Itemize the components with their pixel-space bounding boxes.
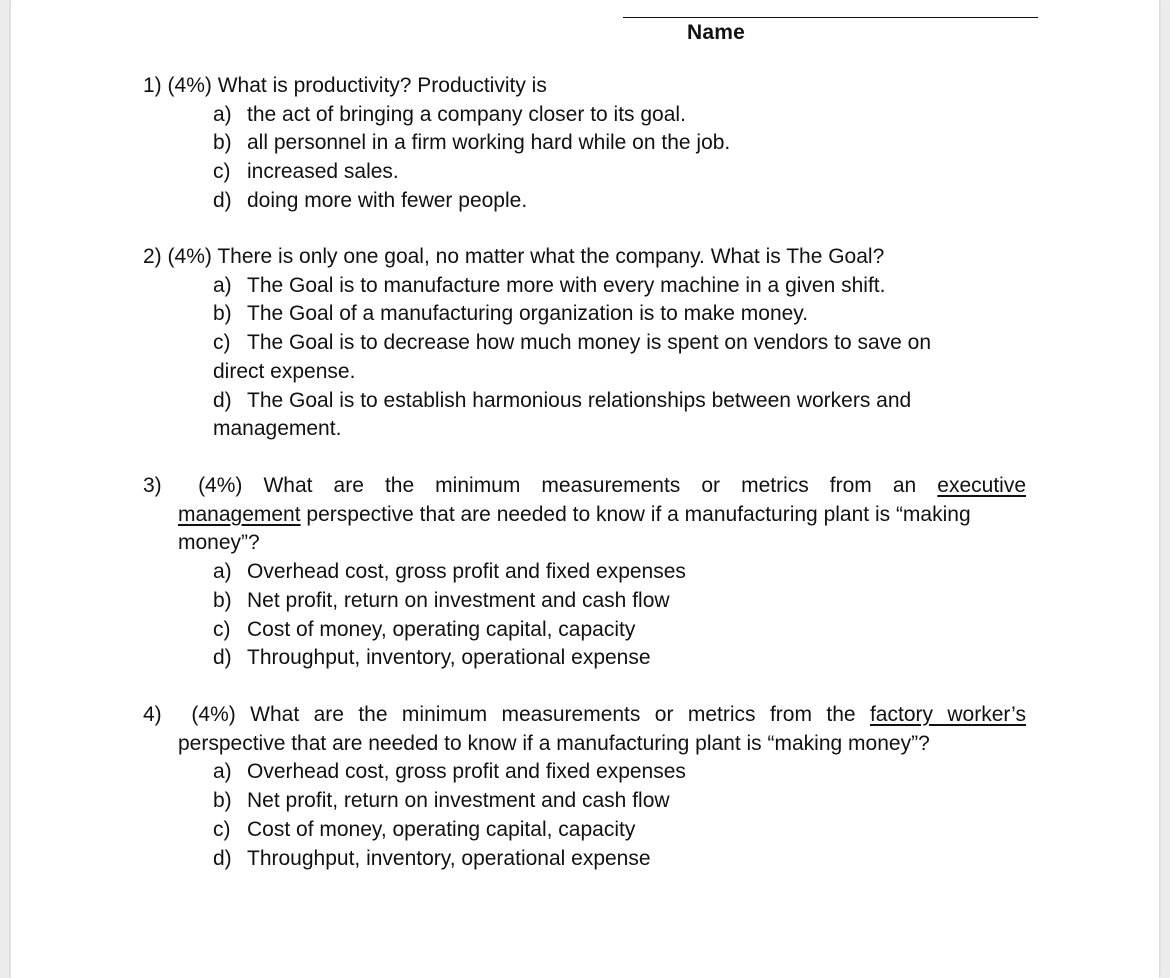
question-text: There is only one goal, no matter what the company. What is The Goal? xyxy=(217,245,885,268)
option-label: d) xyxy=(213,846,232,870)
question-4 xyxy=(143,701,1026,873)
underlined-term: factory worker’s xyxy=(869,703,1026,726)
question-text: What are the minimum measurements or metrics from an xyxy=(263,474,917,497)
option-label: a) xyxy=(213,273,232,297)
option-label: b) xyxy=(213,789,232,813)
question-stem-line-3: money”? xyxy=(178,531,260,555)
option-text: The Goal of a manufacturing organization is to make money. xyxy=(247,302,809,326)
option-text: Throughput, inventory, operational expense xyxy=(247,846,651,870)
document-page xyxy=(11,0,1159,978)
option-label: b) xyxy=(213,588,232,612)
question-stem xyxy=(143,72,1033,101)
option-a[interactable] xyxy=(143,101,1033,130)
option-d[interactable] xyxy=(143,187,1033,216)
option-label: c) xyxy=(213,160,231,184)
option-text: Overhead cost, gross profit and fixed expenses xyxy=(247,560,686,584)
option-text: Throughput, inventory, operational expense xyxy=(247,646,651,670)
question-stem-line-2: perspective that are needed to know if a manufacturing plant is “making money”? xyxy=(178,731,930,755)
question-weight: (4%) xyxy=(191,703,236,726)
option-d-continuation: management. xyxy=(213,417,342,441)
question-text: perspective that are needed to know if a manufacturing plant is “making xyxy=(306,502,971,526)
option-text: Cost of money, operating capital, capacity xyxy=(247,817,636,841)
option-c[interactable] xyxy=(143,329,1033,358)
option-d[interactable] xyxy=(143,845,1026,874)
option-c[interactable] xyxy=(143,816,1026,845)
question-weight: (4%) xyxy=(167,74,212,97)
question-number: 2) xyxy=(143,245,162,268)
option-text: the act of bringing a company closer to its goal. xyxy=(247,102,686,126)
underlined-term: executive xyxy=(937,474,1026,497)
option-d[interactable] xyxy=(143,644,1026,673)
option-b[interactable] xyxy=(143,129,1033,158)
option-label: b) xyxy=(213,131,232,155)
option-label: d) xyxy=(213,388,232,412)
name-label: Name xyxy=(687,21,745,44)
option-b[interactable] xyxy=(143,587,1026,616)
question-stem xyxy=(143,243,1033,272)
option-text: The Goal is to manufacture more with every machine in a given shift. xyxy=(247,273,886,297)
option-c[interactable] xyxy=(143,158,1033,187)
option-text: Overhead cost, gross profit and fixed expenses xyxy=(247,760,686,784)
option-c[interactable] xyxy=(143,616,1026,645)
name-signature-line xyxy=(623,17,1038,18)
option-text: increased sales. xyxy=(247,160,399,184)
question-2 xyxy=(143,243,1033,444)
option-label: b) xyxy=(213,302,232,326)
question-stem-line-1 xyxy=(143,701,1026,730)
question-3 xyxy=(143,472,1026,673)
option-b[interactable] xyxy=(143,787,1026,816)
option-label: a) xyxy=(213,102,232,126)
option-label: a) xyxy=(213,560,232,584)
question-weight: (4%) xyxy=(198,474,243,497)
option-text: all personnel in a firm working hard while on the job. xyxy=(247,131,731,155)
option-label: d) xyxy=(213,646,232,670)
question-text: What are the minimum measurements or metrics from the xyxy=(250,703,856,726)
option-c-continuation: direct expense. xyxy=(213,359,356,383)
option-label: c) xyxy=(213,331,231,355)
option-a[interactable] xyxy=(143,758,1026,787)
option-label: a) xyxy=(213,760,232,784)
option-text: Cost of money, operating capital, capacity xyxy=(247,617,636,641)
option-label: d) xyxy=(213,188,232,212)
question-number: 3) xyxy=(143,474,162,497)
question-number: 1) xyxy=(143,74,162,97)
option-label: c) xyxy=(213,817,231,841)
question-1 xyxy=(143,72,1033,216)
question-number: 4) xyxy=(143,703,162,726)
question-text: What is productivity? Productivity is xyxy=(217,74,547,97)
option-b[interactable] xyxy=(143,300,1033,329)
option-text: Net profit, return on investment and cash flow xyxy=(247,588,670,612)
option-a[interactable] xyxy=(143,272,1033,301)
underlined-term: management xyxy=(178,502,301,526)
option-label: c) xyxy=(213,617,231,641)
option-text: The Goal is to establish harmonious relationships between workers and xyxy=(247,388,912,412)
option-d[interactable] xyxy=(143,387,1033,416)
question-stem-line-1 xyxy=(143,472,1026,501)
option-text: Net profit, return on investment and cash flow xyxy=(247,789,670,813)
question-stem-line-2 xyxy=(143,501,1026,530)
question-weight: (4%) xyxy=(167,245,212,268)
option-text: doing more with fewer people. xyxy=(247,188,528,212)
option-a[interactable] xyxy=(143,558,1026,587)
option-text: The Goal is to decrease how much money is spent on vendors to save on xyxy=(247,331,932,355)
